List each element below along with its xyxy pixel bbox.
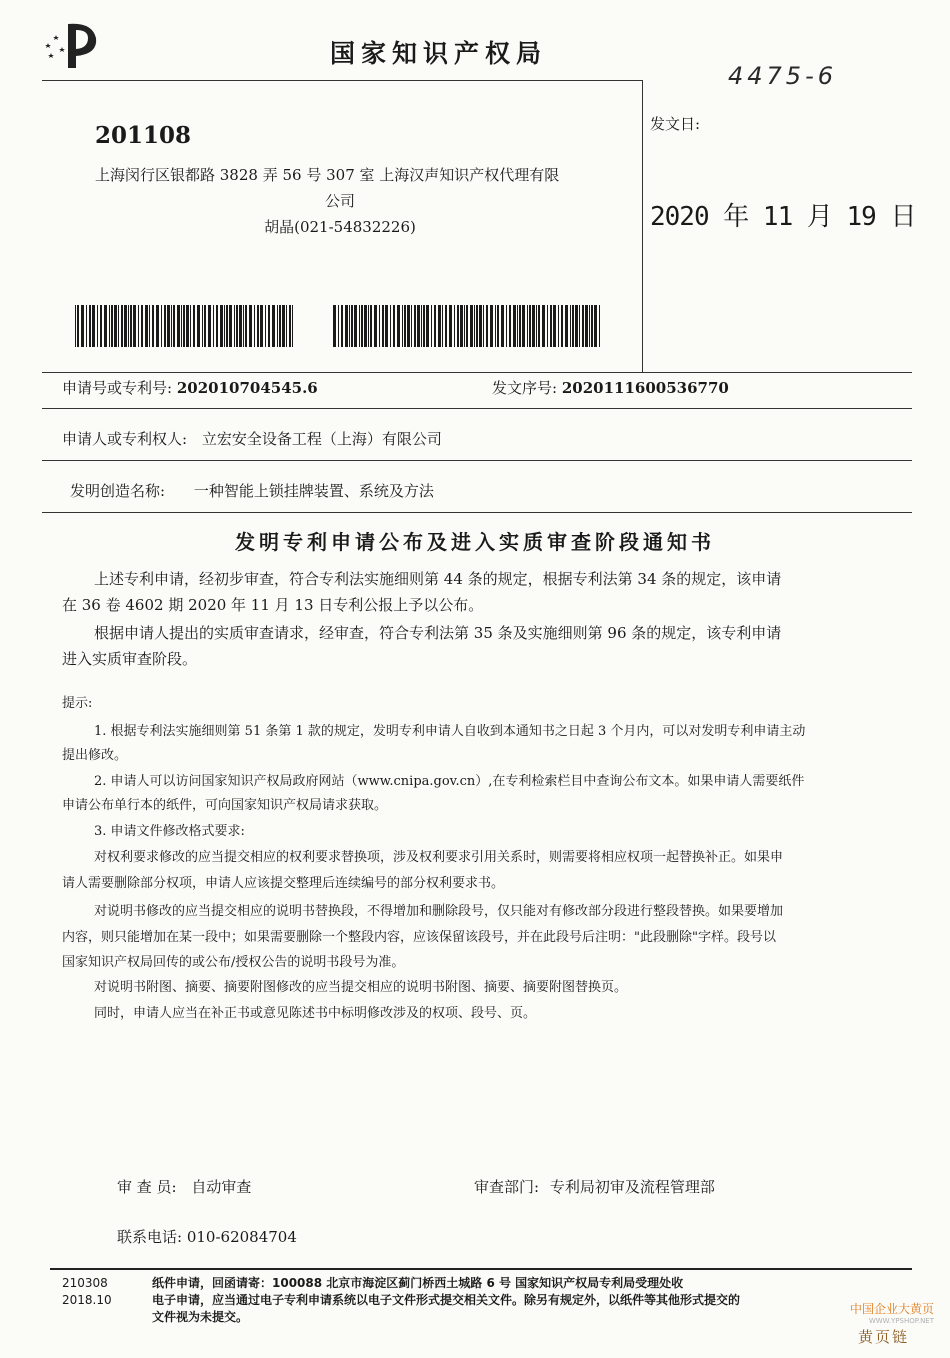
- handwritten-note: 4475-6: [728, 62, 838, 90]
- serial-number: 2020111600536770: [561, 379, 729, 397]
- recipient-address: [95, 162, 585, 240]
- barcode-right: [333, 305, 601, 347]
- application-number-row: [62, 377, 318, 398]
- tip-3a-line-2: 请人需要删除部分权项，申请人应该提交整理后连续编号的部分权利要求书。: [62, 876, 505, 891]
- department-label: 审查部门:: [474, 1178, 540, 1196]
- tip-3b-line-1: 对说明书修改的应当提交相应的说明书替换段，不得增加和删除段号，仅只能对有修改部分段进行整段替换。如果要增加: [94, 904, 784, 919]
- tip-1-line-2: 提出修改。: [62, 748, 128, 763]
- office-name: 国家知识产权局: [330, 39, 548, 68]
- tips-heading: 提示:: [62, 696, 93, 711]
- paragraph-2-line-1: 根据申请人提出的实质审查请求，经审查，符合专利法第 35 条及实施细则第 96 条的规定，该专利申请: [94, 624, 782, 642]
- invention-label: 发明创造名称:: [70, 482, 166, 500]
- examiner-row: [117, 1176, 251, 1197]
- paragraph-2-line-2: 进入实质审查阶段。: [62, 650, 198, 668]
- phone-label: 联系电话:: [117, 1228, 183, 1246]
- footer-line-3: 文件视为未提交。: [152, 1310, 249, 1324]
- phone-row: [117, 1226, 297, 1247]
- application-number-label: 申请号或专利号:: [62, 379, 173, 397]
- application-number: 202010704545.6: [176, 379, 318, 397]
- tip-2-line-2: 申请公布单行本的纸件，可向国家知识产权局请求获取。: [62, 798, 388, 813]
- tip-3c-line-1: 对说明书附图、摘要、摘要附图修改的应当提交相应的说明书附图、摘要、摘要附图替换页。: [94, 980, 628, 995]
- invention-row: [70, 480, 434, 501]
- notice-title: 发明专利申请公布及进入实质审查阶段通知书: [235, 530, 715, 554]
- footer-line-1: 纸件申请，回函请寄：100088 北京市海淀区蓟门桥西土城路 6 号 国家知识产权局专利局受理处收: [152, 1276, 684, 1290]
- footer-line-2: 电子申请，应当通过电子专利申请系统以电子文件形式提交相关文件。除另有规定外，以纸件等其他形式提交的: [152, 1293, 741, 1307]
- barcode-left: [75, 305, 293, 347]
- form-version: 2018.10: [62, 1293, 112, 1307]
- cnipa-logo: [40, 18, 100, 72]
- recipient-postcode: 201108: [95, 122, 192, 149]
- form-code: 210308: [62, 1276, 108, 1290]
- department-row: [474, 1176, 715, 1197]
- recipient-contact: 胡晶(021-54832226): [264, 218, 416, 236]
- phone-number: 010-62084704: [186, 1228, 297, 1246]
- watermark-brand: [850, 1300, 934, 1325]
- address-line-2: 公司: [324, 192, 355, 210]
- serial-number-row: [492, 377, 729, 398]
- paragraph-1-line-1: 上述专利申请，经初步审查，符合专利法实施细则第 44 条的规定，根据专利法第 34 条的规定，该申请: [94, 570, 782, 588]
- department-name: 专利局初审及流程管理部: [549, 1178, 715, 1196]
- send-date-label: 发文日:: [650, 115, 701, 133]
- examiner-name: 自动审查: [191, 1178, 252, 1196]
- paragraph-1-line-2: 在 36 卷 4602 期 2020 年 11 月 13 日专利公报上予以公布。: [62, 596, 484, 614]
- tip-3b-line-3: 国家知识产权局回传的或公布/授权公告的说明书段号为准。: [62, 955, 405, 970]
- invention-title: 一种智能上锁挂牌装置、系统及方法: [193, 482, 434, 500]
- watermark-line-1: 中国企业大黄页: [850, 1302, 935, 1316]
- tip-1-line-1: 1. 根据专利法实施细则第 51 条第 1 款的规定，发明专利申请人自收到本通知书之日起 3 个月内，可以对发明专利申请主动: [94, 724, 806, 739]
- applicant-row: [62, 428, 442, 449]
- send-date-value: 2020 年 11 月 19 日: [650, 202, 916, 232]
- serial-number-label: 发文序号:: [492, 379, 558, 397]
- tip-3a-line-1: 对权利要求修改的应当提交相应的权利要求替换项，涉及权利要求引用关系时，则需要将相应权项一起替换补正。如果申: [94, 850, 784, 865]
- watermark-site: WWW.YPSHOP.NET: [868, 1317, 935, 1325]
- applicant-label: 申请人或专利权人:: [62, 430, 188, 448]
- address-line-1: 上海闵行区银都路 3828 弄 56 号 307 室 上海汉声知识产权代理有限: [95, 166, 560, 184]
- tip-3b-line-2: 内容，则只能增加在某一段中；如果需要删除一个整段内容，应该保留该段号，并在此段号后注明："此段删除"字样。段号以: [62, 930, 776, 945]
- tip-3-heading: 3. 申请文件修改格式要求:: [94, 824, 245, 839]
- watermark-line-2: 黄页链: [858, 1328, 910, 1346]
- tip-2-line-1: 2. 申请人可以访问国家知识产权局政府网站（www.cnipa.gov.cn）,在专利检索栏目中查询公布文本。如果申请人需要纸件: [94, 774, 805, 789]
- examiner-label: 审 查 员:: [117, 1178, 177, 1196]
- applicant-name: 立宏安全设备工程（上海）有限公司: [201, 430, 442, 448]
- tip-3d-line-1: 同时，申请人应当在补正书或意见陈述书中标明修改涉及的权项、段号、页。: [94, 1006, 537, 1021]
